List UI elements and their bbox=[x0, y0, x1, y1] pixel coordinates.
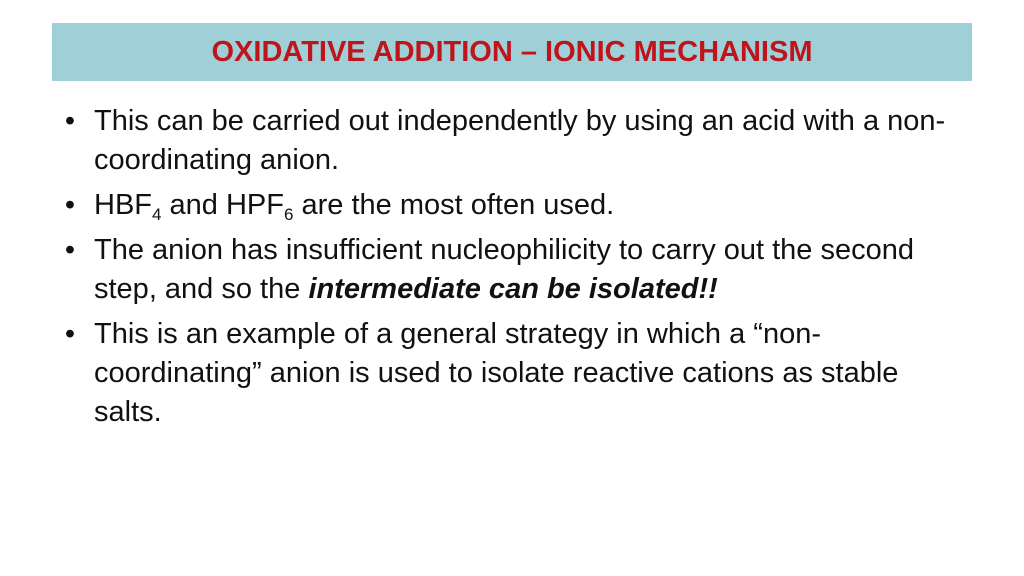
title-bar bbox=[52, 23, 972, 81]
bullet-text: The anion has insufficient nucleophilicity to carry out the second step, and so the bbox=[94, 234, 915, 305]
bullet-text-part1: HBF bbox=[94, 189, 152, 221]
bullet-text-part2: and HPF bbox=[161, 189, 284, 221]
subscript-4: 4 bbox=[152, 205, 162, 224]
slide-title: OXIDATIVE ADDITION – IONIC MECHANISM bbox=[211, 35, 813, 68]
bullet-text: This can be carried out independently by using an acid with a non-coordinating anion. bbox=[94, 105, 946, 176]
bullet-marker: • bbox=[64, 189, 76, 221]
bullet-marker: • bbox=[64, 105, 76, 137]
bullet-text-part3: are the most often used. bbox=[293, 189, 615, 221]
bullet-list bbox=[60, 102, 960, 438]
bullet-item-1 bbox=[60, 102, 960, 180]
bullet-text: This is an example of a general strategy in which a “non-coordinating” anion is used to isolate reactive cations as stable salts. bbox=[94, 318, 899, 428]
bullet-item-4 bbox=[60, 315, 960, 432]
bullet-item-2 bbox=[60, 186, 960, 225]
subscript-6: 6 bbox=[283, 205, 294, 224]
emphasis-text: intermediate can be isolated!! bbox=[308, 273, 718, 305]
bullet-marker: • bbox=[64, 318, 76, 350]
bullet-marker: • bbox=[64, 234, 76, 266]
bullet-item-3 bbox=[60, 231, 960, 309]
